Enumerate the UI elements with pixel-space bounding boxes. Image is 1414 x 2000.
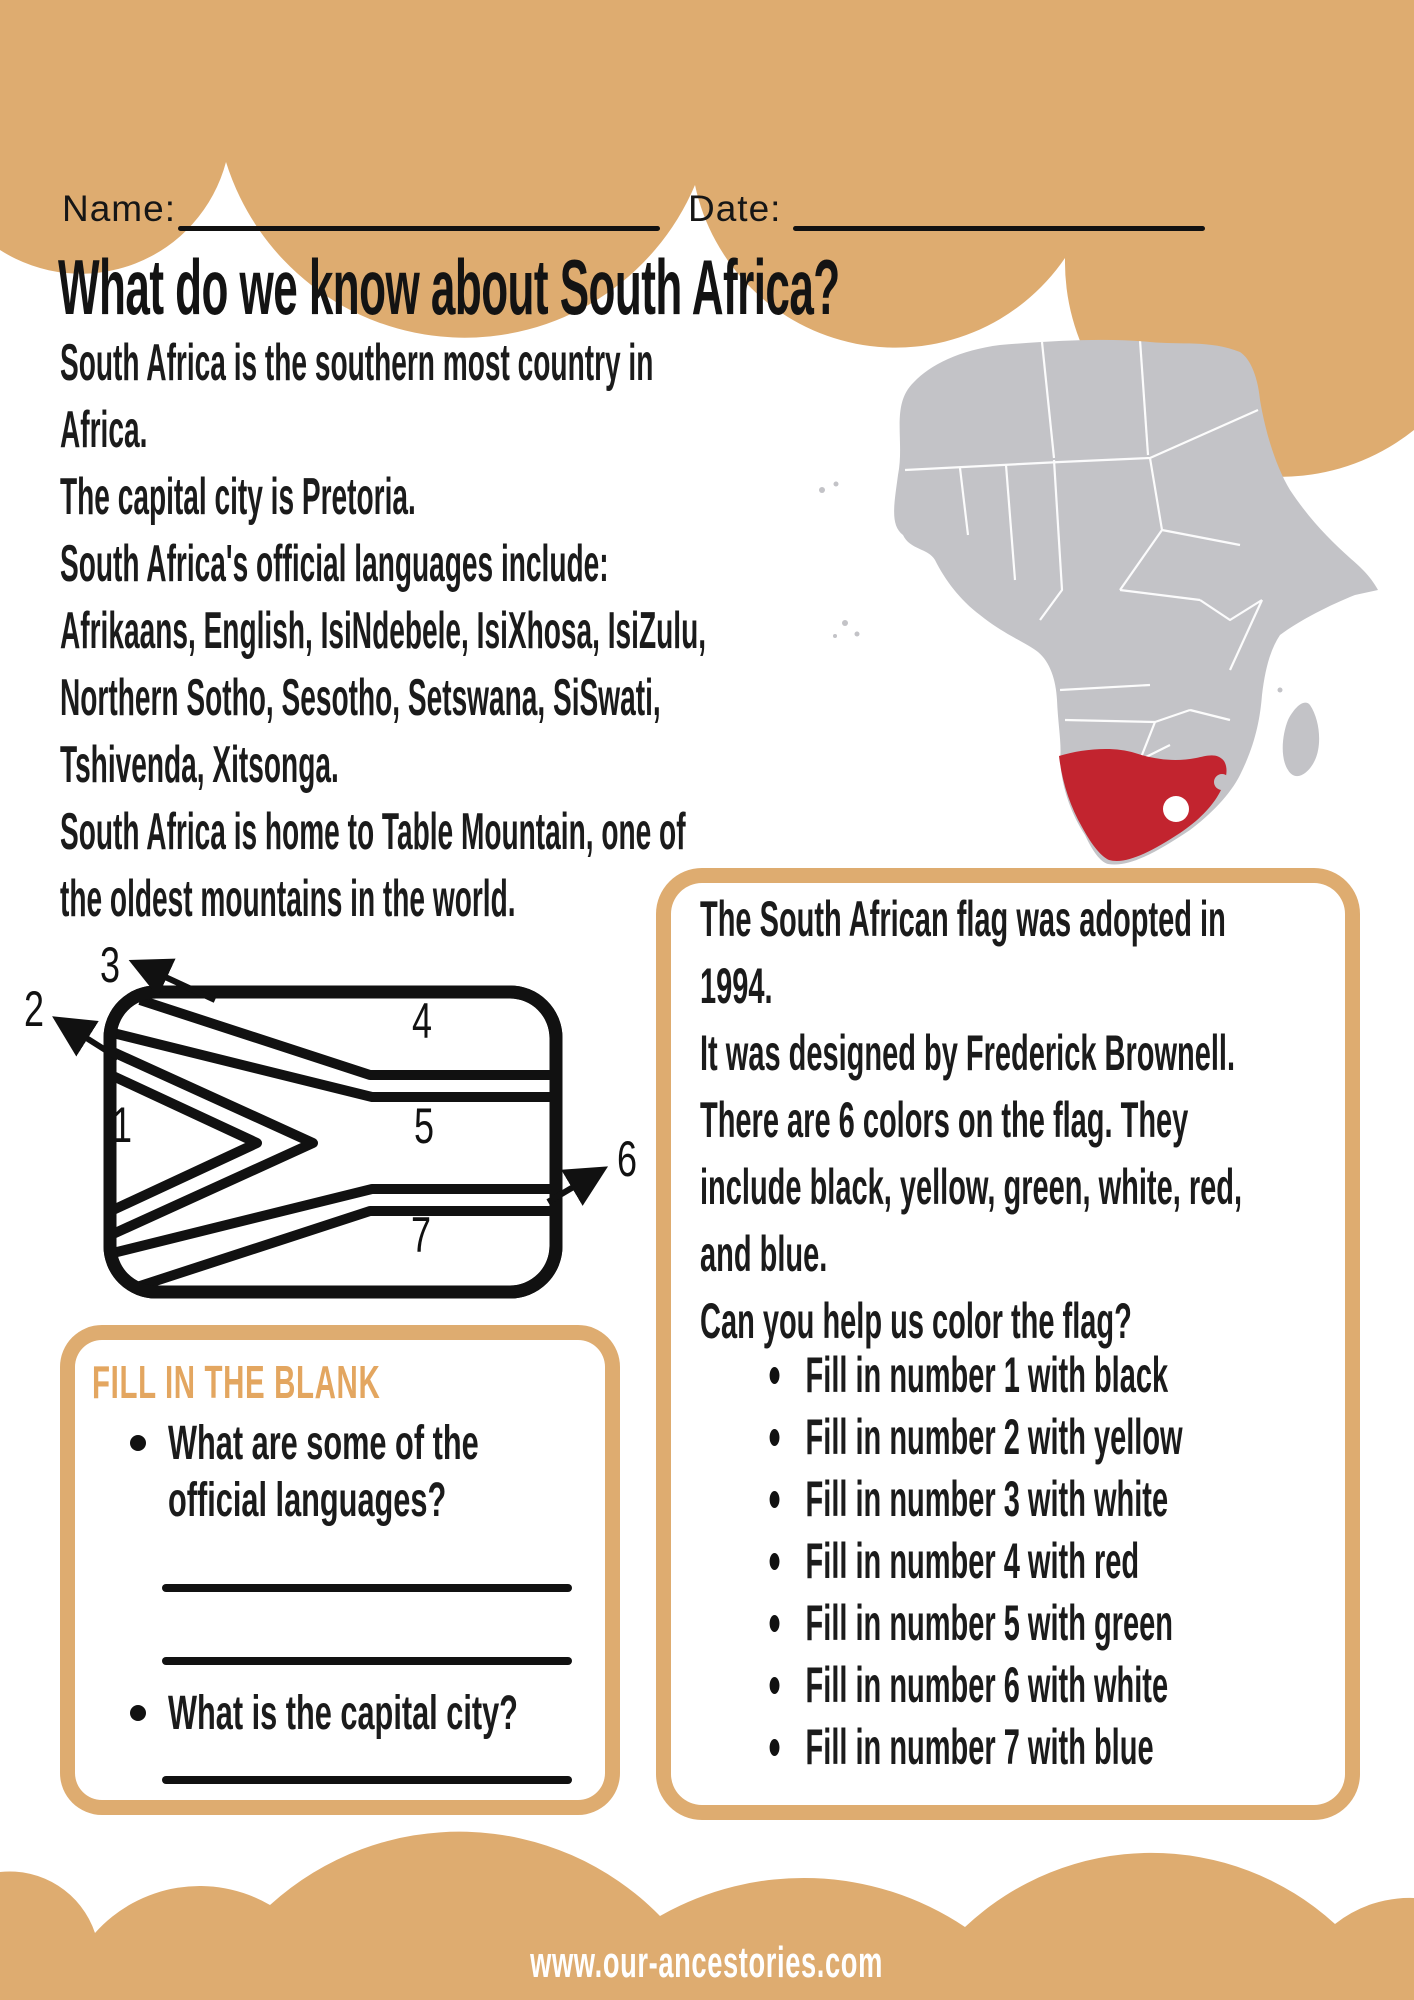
list-item-label: Fill in number 3 with white	[805, 1471, 1169, 1527]
list-item	[700, 1344, 1183, 1406]
list-item-label: Fill in number 5 with green	[805, 1595, 1173, 1651]
list-item	[700, 1406, 1183, 1468]
flag-info-box	[656, 868, 1360, 1820]
info-line: include black, yellow, green, white, red,	[700, 1159, 1243, 1215]
list-item	[700, 1530, 1183, 1592]
intro-line: South Africa's official languages include:	[60, 535, 609, 593]
bullet-dot	[770, 1739, 780, 1756]
bullet-dot	[130, 1435, 146, 1451]
list-item-label: Fill in number 4 with red	[805, 1533, 1140, 1589]
question-2	[168, 1685, 518, 1742]
madagascar-island	[1283, 703, 1319, 776]
info-line: It was designed by Frederick Brownell.	[700, 1025, 1236, 1081]
list-item-label: Fill in number 2 with yellow	[805, 1409, 1183, 1465]
list-item	[700, 1654, 1183, 1716]
fill-in-the-blank-heading: FILL IN THE BLANK	[92, 1356, 381, 1408]
flag-number-2: 2	[23, 982, 45, 1038]
intro-line: Afrikaans, English, IsiNdebele, IsiXhosa, IsiZulu,	[60, 602, 707, 660]
name-blank-line	[178, 226, 660, 231]
list-item	[700, 1468, 1183, 1530]
bullet-dot	[770, 1615, 780, 1632]
answer-blank-line	[162, 1776, 572, 1784]
intro-line: South Africa is the southern most country in	[60, 334, 654, 392]
page-title: What do we know about South Africa?	[58, 243, 840, 331]
flag-info-paragraph	[700, 886, 1242, 1355]
info-line: The South African flag was adopted in	[700, 891, 1226, 947]
south-africa-highlight	[1059, 749, 1227, 861]
flag-coloring-diagram	[0, 930, 720, 1350]
name-label: Name:	[62, 188, 176, 229]
flag-number-5: 5	[413, 1099, 435, 1155]
flag-number-3: 3	[99, 938, 121, 994]
bullet-dot	[770, 1429, 780, 1446]
bullet-dot	[770, 1367, 780, 1384]
flag-number-6: 6	[616, 1132, 638, 1188]
list-item	[700, 1592, 1183, 1654]
question-1-line: official languages?	[168, 1474, 447, 1527]
intro-line: South Africa is home to Table Mountain, one of	[60, 803, 686, 861]
intro-paragraph	[60, 330, 706, 933]
website-url: www.our-ancestories.com	[530, 1938, 884, 1987]
list-item-label: Fill in number 7 with blue	[805, 1719, 1154, 1775]
answer-blank-line	[162, 1584, 572, 1592]
lesotho-enclave	[1163, 796, 1189, 822]
coloring-instructions-list	[700, 1344, 1183, 1778]
flag-outline	[110, 992, 556, 1292]
info-line: Can you help us color the flag?	[700, 1293, 1132, 1349]
info-line: and blue.	[700, 1226, 828, 1282]
list-item-label: Fill in number 1 with black	[805, 1347, 1169, 1403]
africa-map	[810, 290, 1410, 890]
flag-number-1: 1	[111, 1098, 133, 1154]
list-item	[700, 1716, 1183, 1778]
intro-line: Northern Sotho, Sesotho, Setswana, SiSwati,	[60, 669, 661, 727]
intro-line: Tshivenda, Xitsonga.	[60, 736, 339, 794]
info-line: 1994.	[700, 958, 773, 1014]
question-1	[168, 1415, 479, 1529]
date-blank-line	[793, 226, 1205, 231]
bullet-dot	[770, 1553, 780, 1570]
bullet-dot	[770, 1491, 780, 1508]
flag-number-4: 4	[411, 994, 433, 1050]
list-item-label: Fill in number 6 with white	[805, 1657, 1169, 1713]
flag-number-7: 7	[410, 1208, 432, 1264]
fill-in-the-blank-box	[60, 1325, 620, 1815]
answer-blank-line	[162, 1657, 572, 1665]
footer	[0, 1938, 1414, 1988]
info-line: There are 6 colors on the flag. They	[700, 1092, 1189, 1148]
question-2-line: What is the capital city?	[168, 1687, 518, 1740]
eswatini-area	[1214, 774, 1230, 790]
intro-line: Africa.	[60, 401, 148, 459]
bullet-dot	[770, 1677, 780, 1694]
bullet-dot	[130, 1705, 146, 1721]
intro-line: The capital city is Pretoria.	[60, 468, 416, 526]
intro-line: the oldest mountains in the world.	[60, 870, 516, 928]
date-label: Date:	[688, 188, 782, 229]
question-1-line: What are some of the	[168, 1417, 479, 1470]
